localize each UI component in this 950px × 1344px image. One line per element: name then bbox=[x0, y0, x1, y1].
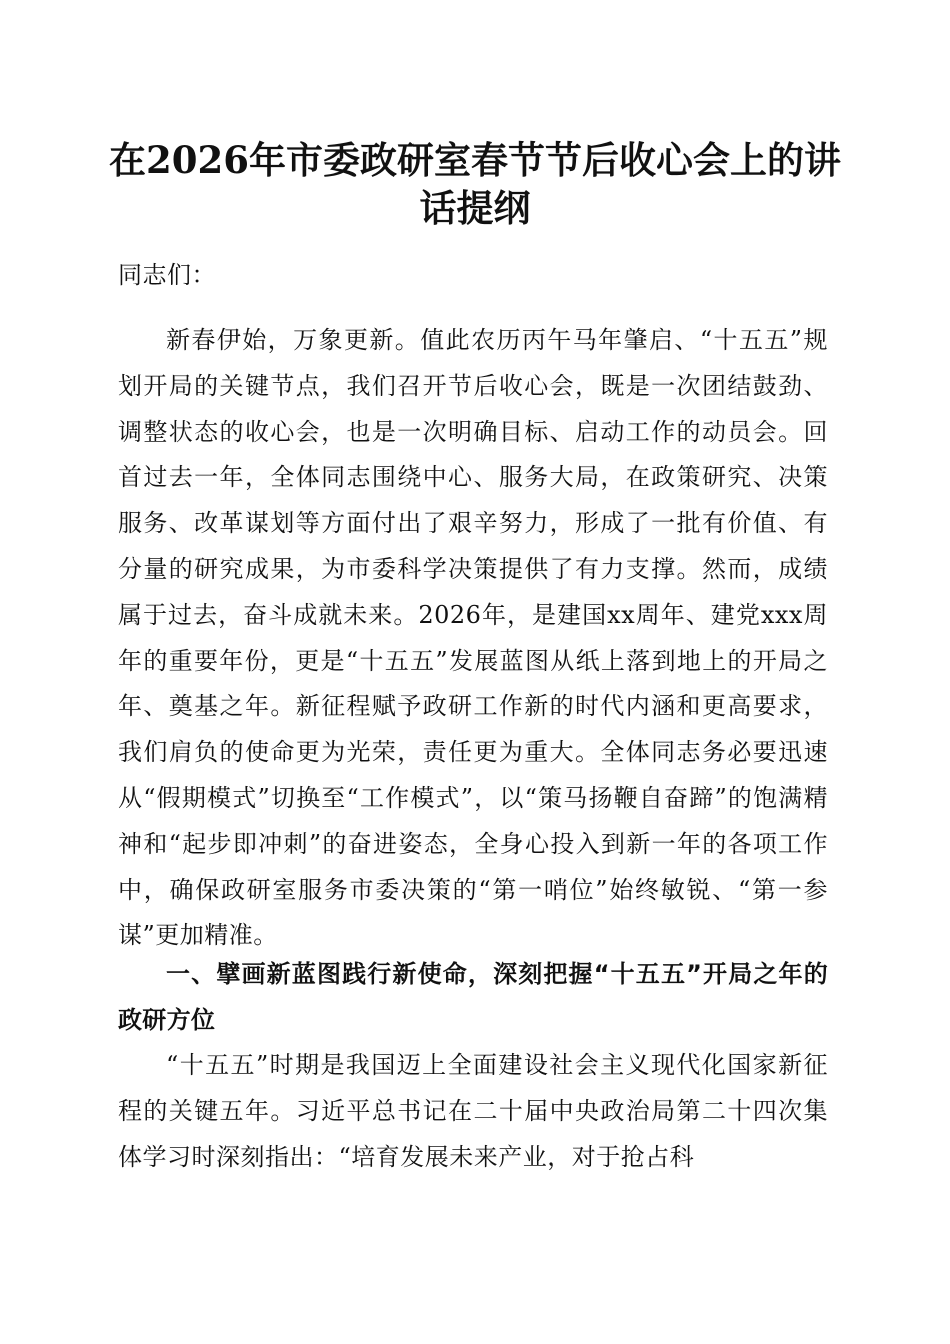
section-paragraph: “十五五”时期是我国迈上全面建设社会主义现代化国家新征程的关键五年。习近平总书记在二十届中央政治局第二十四次集体学习时深刻指出：“培育发展未来产业，对于抢占科 bbox=[118, 1051, 828, 1171]
document-title: 在2026年市委政研室春节节后收心会上的讲话提纲 bbox=[109, 138, 841, 230]
section-heading: 一、擘画新蓝图践行新使命，深刻把握“十五五”开局之年的政研方位 bbox=[118, 960, 828, 1034]
opening-paragraph: 新春伊始，万象更新。值此农历丙午马年肇启、“十五五”规划开局的关键节点，我们召开节后收心会，既是一次团结鼓劲、调整状态的收心会，也是一次明确目标、启动工作的动员会。回首过去一年，全体同志围绕中心、服务大局，在政策研究、决策服务、改革谋划等方面付出了艰辛努力，形成了一批有价值、有分量的研究成果，为市委科学决策提供了有力支撑。然而，成绩属于过去，奋斗成就未来。2026年，是建国xx周年、建党xxx周年的重要年份，更是“十五五”发展蓝图从纸上落到地上的开局之年、奠基之年。新征程赋予政研工作新的时代内涵和更高要求，我们肩负的使命更为光荣，责任更为重大。全体同志务必要迅速从“假期模式”切换至“工作模式”，以“策马扬鞭自奋蹄”的饱满精神和“起步即冲刺”的奋进姿态，全身心投入到新一年的各项工作中，确保政研室服务市委决策的“第一哨位”始终敏锐、“第一参谋”更加精准。 bbox=[118, 326, 828, 950]
salutation: 同志们： bbox=[118, 261, 216, 289]
